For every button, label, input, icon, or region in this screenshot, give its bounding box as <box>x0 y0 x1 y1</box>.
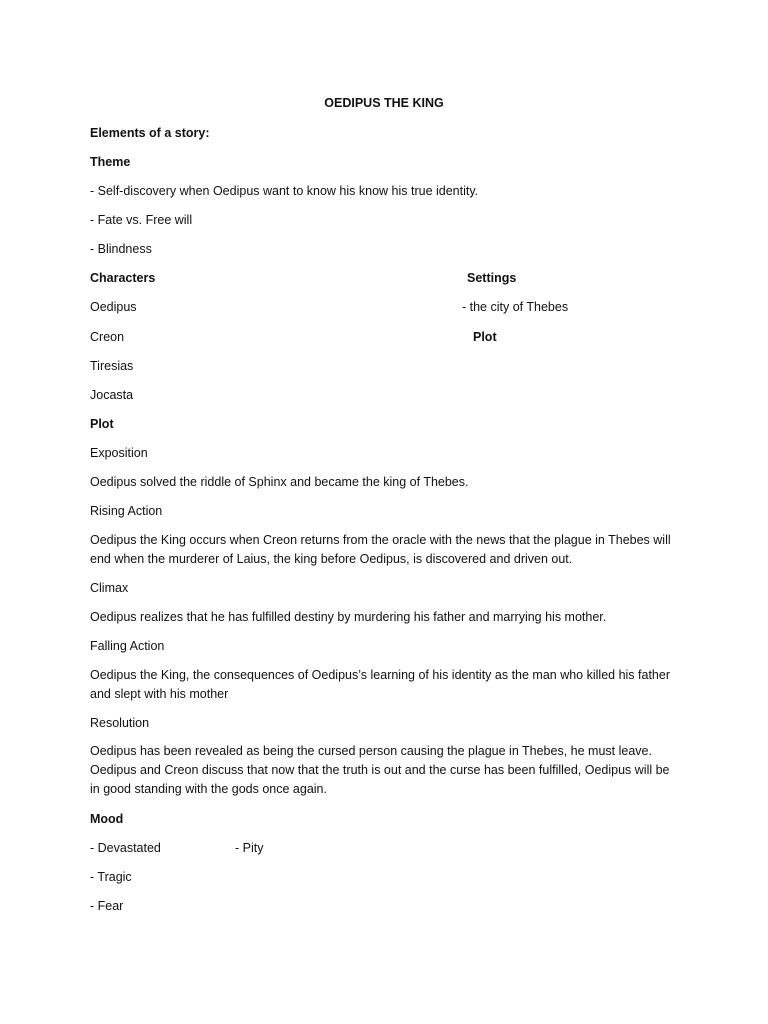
exposition-heading: Exposition <box>90 446 148 460</box>
resolution-text: Oedipus has been revealed as being the cursed person causing the plague in Thebes, he must leave. Oedipus and Creon discuss that now that the truth is out and the curse has been fulfilled, Oedipus will be in good standing with the gods once again. <box>90 744 670 796</box>
mood-item: - Devastated <box>90 841 161 855</box>
mood-heading: Mood <box>90 812 124 826</box>
characters-heading: Characters <box>90 271 156 285</box>
exposition-text: Oedipus solved the riddle of Sphinx and became the king of Thebes. <box>90 475 469 489</box>
character-item: Creon <box>90 330 125 344</box>
mood-item: - Tragic <box>90 870 132 884</box>
falling-action-text: Oedipus the King, the consequences of Oedipus’s learning of his identity as the man who killed his father and slept with his mother <box>90 668 670 701</box>
character-item: Oedipus <box>90 300 137 314</box>
rising-action-text: Oedipus the King occurs when Creon returns from the oracle with the news that the plague in Thebes will end when the murderer of Laius, the king before Oedipus, is discovered and driven out. <box>90 533 671 566</box>
document-title: OEDIPUS THE KING <box>324 96 444 110</box>
falling-action-heading: Falling Action <box>90 639 165 653</box>
theme-item: - Fate vs. Free will <box>90 213 193 227</box>
resolution-heading: Resolution <box>90 716 150 730</box>
climax-heading: Climax <box>90 581 129 595</box>
settings-item: - the city of Thebes <box>462 300 569 314</box>
theme-item: - Blindness <box>90 242 152 256</box>
rising-action-heading: Rising Action <box>90 504 163 518</box>
settings-heading: Settings <box>467 271 517 285</box>
plot-side-label: Plot <box>473 330 497 344</box>
plot-heading: Plot <box>90 417 114 431</box>
theme-item: - Self-discovery when Oedipus want to know his know his true identity. <box>90 184 479 198</box>
theme-heading: Theme <box>90 155 131 169</box>
character-item: Jocasta <box>90 388 134 402</box>
climax-text: Oedipus realizes that he has fulfilled destiny by murdering his father and marrying his mother. <box>90 610 607 624</box>
elements-heading: Elements of a story: <box>90 126 210 140</box>
mood-item: - Fear <box>90 899 124 913</box>
mood-item: - Pity <box>235 841 264 855</box>
character-item: Tiresias <box>90 359 134 373</box>
